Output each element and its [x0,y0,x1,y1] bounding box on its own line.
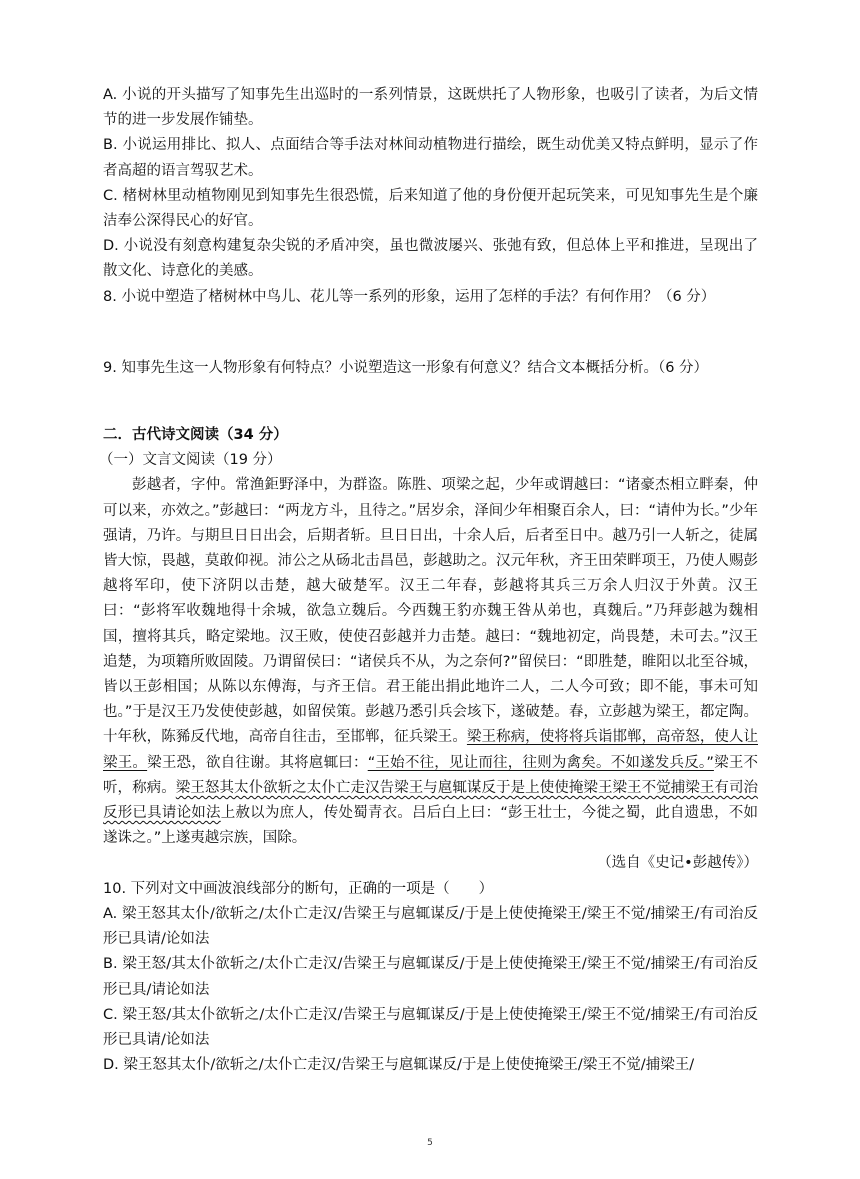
underlined-sentence-1: 梁王称病，使将将兵诣邯郸，高帝怒，使人让梁王。 [103,729,758,771]
passage-part-4: 上赦以为庶人，传处蜀青衣。吕后白上曰：“彭王壮士，今徙之蜀，此自遗患，不如遂诛之。”上遂夷越宗族，国除。 [103,805,759,847]
answer-space-9 [103,381,758,423]
section-2-subtitle: （一）文言文阅读（19 分） [99,452,282,469]
section-2-title: 二．古代诗文阅读（34 分） [103,427,288,444]
q10-option-b: B. 梁王怒/其太仆欲斩之/太仆亡走汉/告梁王与扈辄谋反/于是上使使掩梁王/梁王不觉/捕梁王/有司治反形已具/请论如法 [103,956,758,998]
underlined-sentence-2: “王始不往，见让而往，往则为禽矣。不如遂发兵反。” [367,754,714,771]
question-10-stem: 10. 下列对文中画波浪线部分的断句，正确的一项是（ ） [103,880,494,897]
wavy-underlined-section: 梁王怒其太仆欲斩之太仆亡走汉告梁王与扈辄谋反于是上使使掩梁王梁王不觉捕梁王有司治反形已具请论如法 [103,779,759,822]
classical-passage [103,473,758,851]
q7-option-a: A. 小说的开头描写了知事先生出巡时的一系列情景，这既烘托了人物形象，也吸引了读者，为后文情节的进一步发展作铺垫。 [103,87,758,129]
question-9: 9. 知事先生这一人物形象有何特点？小说塑造这一形象有何意义？结合文本概括分析。（6 分） [103,359,709,376]
q7-option-b: B. 小说运用排比、拟人、点面结合等手法对林间动植物进行描绘，既生动优美又特点鲜明，显示了作者高超的语言驾驭艺术。 [103,137,758,179]
answer-space-8 [103,310,758,356]
q10-option-c: C. 梁王怒/其太仆欲斩之/太仆亡走汉/告梁王与扈辄谋反/于是上使使掩梁王/梁王不觉/捕梁王/有司治反形已具请/论如法 [103,1006,758,1048]
question-8: 8. 小说中塑造了楮树林中鸟儿、花儿等一系列的形象，运用了怎样的手法？有何作用？（6 分） [103,288,716,305]
q10-option-a: A. 梁王怒其太仆/欲斩之/太仆亡走汉/告梁王与扈辄谋反/于是上使使掩梁王/梁王不觉/捕梁王/有司治反形已具请/论如法 [103,905,758,948]
passage-part-3: 梁王不听，称病。 [103,754,759,796]
page-number: 5 [427,1138,433,1148]
passage-part-2: 梁王恐，欲自往谢。其将扈辄曰： [147,754,368,771]
page-content [99,83,759,1078]
passage-part-1: 彭越者，字仲。常渔鉅野泽中，为群盗。陈胜、项梁之起，少年或谓越曰：“诸豪杰相立畔秦，仲可以来，亦效之。”彭越曰：“两龙方斗，且待之。”居岁余，泽间少年相聚百余人，曰：“请仲为长。”少年强请，乃许。与期旦日日出会，后期者斩。旦日日出，十余人后，后者至日中。越乃引一人斩之，徒属皆大惊，畏越，莫敢仰视。沛公之从砀北击昌邑，彭越助之。汉元年秋，齐王田荣畔项王，乃使人赐彭越将军印，使下济阴以击楚，越大破楚军。汉王二年春，彭越将其兵三万余人归汉于外黄。汉王曰：“彭将军收魏地得十余城，欲急立魏后。今西魏王豹亦魏王咎从弟也，真魏后。”乃拜彭越为魏相国，擅将其兵，略定梁地。汉王败，使使召彭越并力击楚。越曰：“魏地初定，尚畏楚，未可去。”汉王追楚，为项籍所败固陵。乃谓留侯曰：“诸侯兵不从，为之奈何?”留侯曰：“即胜楚，睢阳以北至谷城，皆以王彭相国；从陈以东傅海，与齐王信。君王能出捐此地许二人，二人今可致；即不能，事未可知也。”于是汉王乃发使使彭越，如留侯策。彭越乃悉引兵会垓下，遂破楚。春，立彭越为梁王，都定陶。十年秋，陈豨反代地，高帝自往击，至邯郸，征兵梁王。 [103,477,758,746]
passage-source: （选自《史记•彭越传》） [597,855,758,872]
q10-option-d: D. 梁王怒其太仆/欲斩之/太仆亡走汉/告梁王与扈辄谋反/于是上使使掩梁王/梁王不觉/捕梁王/ [103,1057,695,1074]
q7-option-c: C. 楮树林里动植物刚见到知事先生很恐慌，后来知道了他的身份便开起玩笑来，可见知事先生是个廉洁奉公深得民心的好官。 [103,187,758,230]
q7-option-d: D. 小说没有刻意构建复杂尖锐的矛盾冲突，虽也微波屡兴、张弛有致，但总体上平和推进，呈现出了散文化、诗意化的美感。 [103,238,758,280]
